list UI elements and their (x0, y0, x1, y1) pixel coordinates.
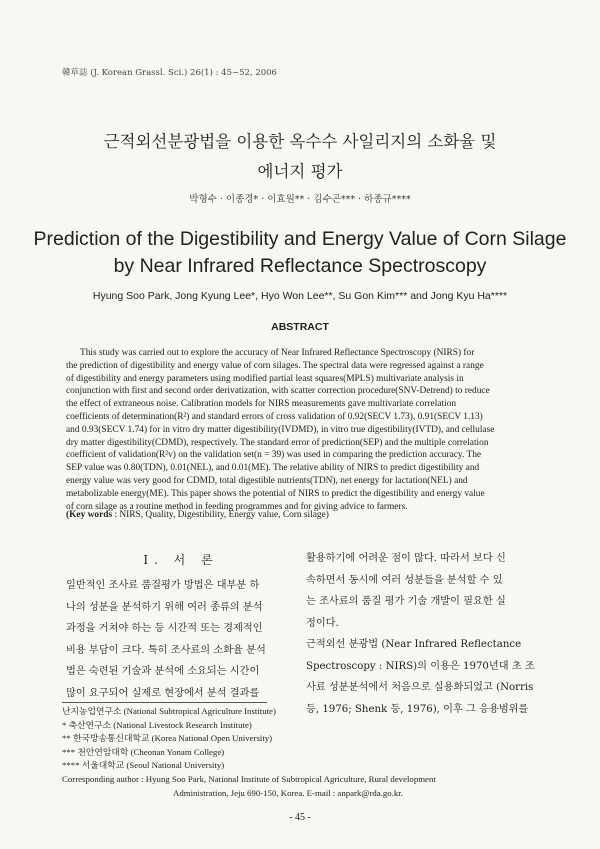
abstract-line: energy value was very good for CDMD, total digestible nutrients(TDN), net energy for lactation(NEL) and (66, 475, 468, 486)
body-column-left (66, 575, 298, 704)
abstract-body (66, 347, 540, 513)
body-line: 활용하기에 어려운 점이 많다. 따라서 보다 신 (306, 553, 506, 564)
abstract-line: coefficient of validation(R²v) on the validation set(n = 39) was used in comparing the prediction accuracy. The (66, 450, 482, 461)
body-line: 많이 요구되어 실제로 현장에서 분석 결과를 (66, 687, 260, 699)
body-line: 일반적인 조사료 품질평가 방법은 대부분 하 (66, 580, 260, 591)
keywords-label: (Key words (66, 510, 113, 520)
body-line: 는 조사료의 품질 평가 기술 개발이 필요한 실 (306, 596, 506, 607)
journal-reference: 韓草誌 (J. Korean Grassl. Sci.) 26(1) : 45~52, 2006 (62, 68, 277, 78)
korean-title-line-2: 에너지 평가 (257, 162, 343, 181)
abstract-heading: ABSTRACT (271, 321, 329, 333)
english-title-line-2: by Near Infrared Reflectance Spectroscopy (113, 255, 487, 277)
body-line: 근적외선 분광법 (Near Infrared Reflectance (306, 639, 522, 650)
body-line: Spectroscopy : NIRS)의 이용은 1970년대 초 조 (306, 660, 535, 672)
abstract-line: of digestibility and energy parameters using modified partial least squares(MPLS) multivariate analysis in (66, 373, 464, 384)
abstract-line: dry matter digestibility(CDMD), respectively. The standard error of prediction(SEP) and the multiple correlation (66, 437, 489, 448)
keywords-list: : NIRS, Quality, Digestibility, Energy value, Corn silage) (112, 510, 329, 520)
footnote-divider (62, 702, 267, 703)
body-line: 등, 1976; Shenk 등, 1976), 이후 그 응용범위를 (306, 703, 529, 715)
abstract-line: This study was carried out to explore the accuracy of Near Infrared Reflectance Spectroscopy (NIRS) for (80, 348, 475, 358)
keywords (66, 510, 329, 520)
body-line: 정이다. (306, 617, 339, 629)
abstract-line: SEP value was 0.80(TDN), 0.01(NEL), and 0.01(ME). The relative ability of NIRS to predict digestibility and (66, 463, 480, 474)
affiliation-footnote: * 축산연구소 (National Livestock Research Institute) (62, 719, 252, 730)
footnotes (62, 705, 436, 800)
section-heading-introduction: Ⅰ. 서 론 (143, 553, 219, 567)
corresponding-author-line-2: Administration, Jeju 690-150, Korea. E-mail : anpark@rda.go.kr. (173, 787, 403, 798)
abstract-line: the prediction of digestibility and energy value of corn silages. The spectral data were regressed against a range (66, 360, 484, 371)
body-line: 법은 숙련된 기술과 분석에 소요되는 시간이 (66, 666, 260, 677)
english-title-line-1: Prediction of the Digestibility and Energy Value of Corn Silage (33, 228, 567, 250)
korean-authors: 박형수 · 이종경* · 이효원** · 김수곤*** · 하종규**** (189, 194, 411, 205)
abstract-line: and 0.93(SECV 1.74) for in vitro dry matter digestibility(IVDMD), in vitro true digestibility(IVTD), and cellulase (66, 424, 495, 435)
abstract-line: conjunction with first and second order derivatization, with scatter correction procedure(SNV-Detrend) to reduce (66, 386, 490, 397)
body-column-right (306, 548, 540, 720)
body-line: 비용 부담이 크다. 특히 조사료의 소화율 분석 (66, 644, 266, 656)
corresponding-author-label: Corresponding author : (62, 773, 144, 784)
abstract-line: coefficients of determination(R²) and standard errors of cross validation of 0.92(SECV 1.73), 0.91(SECV 1.13) (66, 411, 483, 422)
affiliation-footnote: 난지농업연구소 (National Subtropical Agriculture Institute) (62, 706, 276, 716)
body-line: 사료 성분분석에서 처음으로 실용화되었고 (Norris (306, 682, 534, 693)
english-authors: Hyung Soo Park, Jong Kyung Lee*, Hyo Won Lee**, Su Gon Kim*** and Jong Kyu Ha**** (92, 290, 508, 302)
body-line: 과정을 거쳐야 하는 등 시간적 또는 경제적인 (66, 623, 263, 634)
page-number: - 45 - (289, 812, 311, 823)
affiliation-footnote: *** 천안연암대학 (Cheonan Yonam College) (62, 746, 225, 757)
abstract-line: metabolizable energy(ME). This paper shows the potential of NIRS to predict the digestibility and energy value (66, 488, 485, 499)
korean-title-line-1: 근적외선분광법을 이용한 옥수수 사일리지의 소화율 및 (103, 132, 497, 151)
abstract-line: of corn silage as a routine method in feeding programmes and for giving advice to farmers. (66, 501, 408, 512)
affiliation-footnote: **** 서울대학교 (Seoul National University) (62, 760, 225, 771)
corresponding-author-line-1: Hyung Soo Park, National Institute of Subtropical Agriculture, Rural development (143, 773, 436, 784)
corresponding-author (62, 773, 436, 787)
affiliation-footnote: ** 한국방송통신대학교 (Korea National Open University) (62, 733, 273, 744)
body-line: 속하면서 동시에 여러 성분들을 분석할 수 있 (306, 574, 503, 586)
abstract-line: the effect of extraneous noise. Calibration models for NIRS measurements gave multivariate correlation (66, 399, 457, 410)
body-line: 나의 성분을 분석하기 위해 여러 종류의 분석 (66, 601, 263, 613)
